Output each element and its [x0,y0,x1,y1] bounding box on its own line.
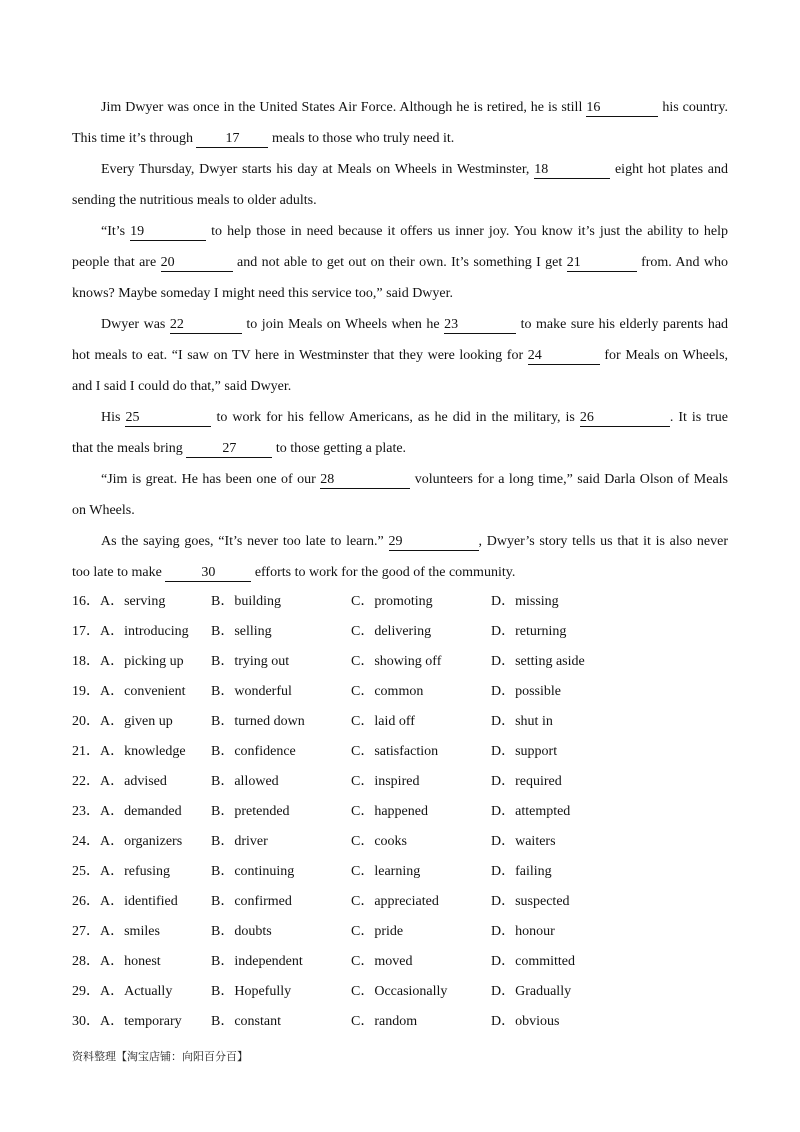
blank-20: 20 [161,254,233,272]
option-d: D．support [491,744,558,759]
passage-line [72,309,728,340]
question-number: 23． [72,804,100,819]
option-a: A．identified [100,894,178,909]
passage-text: “It’s [101,224,126,239]
question-number: 27． [72,924,100,939]
blank-18: 18 [534,161,610,179]
passage-text: Every Thursday, Dwyer starts his day at Meals on Wheels in Westminster, [101,162,530,177]
passage-text: knows? Maybe someday I might need this service too,” said Dwyer. [72,286,454,301]
question-number: 25． [72,864,100,879]
option-a: A．honest [100,954,161,969]
passage-text: sending the nutritious meals to older adults. [72,193,317,208]
passage-text: Dwyer was [101,317,166,332]
option-d: D．Gradually [491,984,572,999]
option-d: D．missing [491,594,559,609]
option-d: D．failing [491,864,552,879]
passage-text: for Meals on Wheels, [604,348,729,363]
option-c: C．moved [351,954,413,969]
passage-line [72,402,728,433]
question-number: 26． [72,894,100,909]
option-d: D．returning [491,624,567,639]
option-d: D．obvious [491,1014,560,1029]
question-number: 30． [72,1014,100,1029]
blank-17: 17 [196,130,268,148]
option-b: B．pretended [211,804,290,819]
option-c: C．random [351,1014,418,1029]
option-c: C．common [351,684,424,699]
passage-text: that the meals bring [72,441,183,456]
question-row [72,857,732,887]
question-number: 21． [72,744,100,759]
passage-line [72,247,728,278]
option-d: D．honour [491,924,555,939]
question-number: 22． [72,774,100,789]
option-b: B．confirmed [211,894,292,909]
passage-text: and I said I could do that,” said Dwyer. [72,379,292,394]
passage-text: and not able to get out on their own. It’s something I get [237,255,563,270]
option-c: C．pride [351,924,404,939]
passage-text: As the saying goes, “It’s never too late to learn.” [101,534,384,549]
option-c: C．happened [351,804,428,819]
option-c: C．appreciated [351,894,439,909]
option-d: D．attempted [491,804,571,819]
option-a: A．convenient [100,684,186,699]
option-c: C．inspired [351,774,420,789]
option-a: A．refusing [100,864,170,879]
passage-text: “Jim is great. He has been one of our [101,472,316,487]
option-b: B．allowed [211,774,279,789]
question-number: 16． [72,594,100,609]
question-row [72,947,732,977]
question-row [72,767,732,797]
blank-29: 29 [389,533,479,551]
option-a: A．temporary [100,1014,182,1029]
option-d: D．waiters [491,834,556,849]
page-footer: 资料整理【淘宝店铺：向阳百分百】 [72,1050,248,1063]
blank-19: 19 [130,223,206,241]
question-number: 17． [72,624,100,639]
question-row [72,977,732,1007]
passage-line [72,278,728,309]
option-b: B．continuing [211,864,295,879]
question-row [72,737,732,767]
option-b: B．Hopefully [211,984,292,999]
passage-line [72,216,728,247]
option-a: A．given up [100,714,173,729]
option-c: C．promoting [351,594,433,609]
option-c: C．showing off [351,654,442,669]
option-c: C．Occasionally [351,984,448,999]
passage-line [72,464,728,495]
option-a: A．organizers [100,834,183,849]
option-d: D．required [491,774,562,789]
blank-25: 25 [125,409,211,427]
question-row [72,797,732,827]
option-b: B．independent [211,954,303,969]
question-row [72,827,732,857]
passage-line [72,185,728,216]
passage-text: hot meals to eat. “I saw on TV here in Westminster that they were looking for [72,348,524,363]
option-b: B．selling [211,624,272,639]
passage-text: , Dwyer’s story tells us that it is also never [478,534,728,549]
passage-text: to work for his fellow Americans, as he did in the military, is [216,410,575,425]
blank-27: 27 [186,440,272,458]
option-a: A．knowledge [100,744,186,759]
option-b: B．driver [211,834,268,849]
option-b: B．wonderful [211,684,292,699]
option-d: D．possible [491,684,561,699]
blank-28: 28 [320,471,410,489]
passage-line [72,154,728,185]
passage-line [72,495,728,526]
question-number: 24． [72,834,100,849]
passage-text: . It is true [669,410,729,425]
passage-text: his country. [662,100,728,115]
question-row [72,677,732,707]
passage-text: This time it’s through [72,131,193,146]
question-row [72,587,732,617]
option-b: B．trying out [211,654,290,669]
answer-options [72,587,732,1037]
option-a: A．smiles [100,924,160,939]
passage-text: volunteers for a long time,” said Darla Olson of Meals [414,472,729,487]
passage-text: efforts to work for the good of the community. [254,565,516,580]
option-b: B．constant [211,1014,281,1029]
cloze-passage [72,92,728,588]
blank-23: 23 [444,316,516,334]
passage-line [72,123,728,154]
passage-text: too late to make [72,565,162,580]
option-a: A．introducing [100,624,189,639]
question-row [72,887,732,917]
blank-26: 26 [580,409,670,427]
question-row [72,917,732,947]
option-a: A．advised [100,774,167,789]
blank-24: 24 [528,347,600,365]
option-c: C．delivering [351,624,432,639]
option-a: A．serving [100,594,166,609]
passage-text: meals to those who truly need it. [271,131,455,146]
option-d: D．shut in [491,714,553,729]
question-number: 28． [72,954,100,969]
question-number: 20． [72,714,100,729]
passage-text: to those getting a plate. [275,441,407,456]
blank-22: 22 [170,316,242,334]
passage-line [72,371,728,402]
option-c: C．learning [351,864,421,879]
question-row [72,617,732,647]
passage-text: from. And who [641,255,729,270]
option-d: D．suspected [491,894,570,909]
passage-line [72,340,728,371]
passage-text: Jim Dwyer was once in the United States Air Force. Although he is retired, he is still [101,100,583,115]
question-number: 29． [72,984,100,999]
passage-text: people that are [72,255,157,270]
option-b: B．confidence [211,744,296,759]
passage-text: to join Meals on Wheels when he [246,317,440,332]
passage-line [72,526,728,557]
option-a: A．demanded [100,804,182,819]
option-a: A．picking up [100,654,184,669]
option-b: B．doubts [211,924,272,939]
option-d: D．setting aside [491,654,585,669]
option-b: B．turned down [211,714,305,729]
passage-text: to help those in need because it offers us inner joy. You know it’s just the ability to help [211,224,729,239]
question-number: 19． [72,684,100,699]
passage-line [72,557,728,588]
option-c: C．laid off [351,714,415,729]
question-row [72,647,732,677]
passage-text: eight hot plates and [614,162,728,177]
question-row [72,1007,732,1037]
option-d: D．committed [491,954,575,969]
passage-line [72,433,728,464]
blank-16: 16 [586,99,658,117]
passage-line [72,92,728,123]
passage-text: on Wheels. [72,503,135,518]
blank-21: 21 [567,254,637,272]
passage-text: to make sure his elderly parents had [520,317,729,332]
option-c: C．cooks [351,834,407,849]
passage-text: His [101,410,121,425]
option-a: A．Actually [100,984,173,999]
blank-30: 30 [165,564,251,582]
question-number: 18． [72,654,100,669]
option-c: C．satisfaction [351,744,439,759]
option-b: B．building [211,594,282,609]
question-row [72,707,732,737]
